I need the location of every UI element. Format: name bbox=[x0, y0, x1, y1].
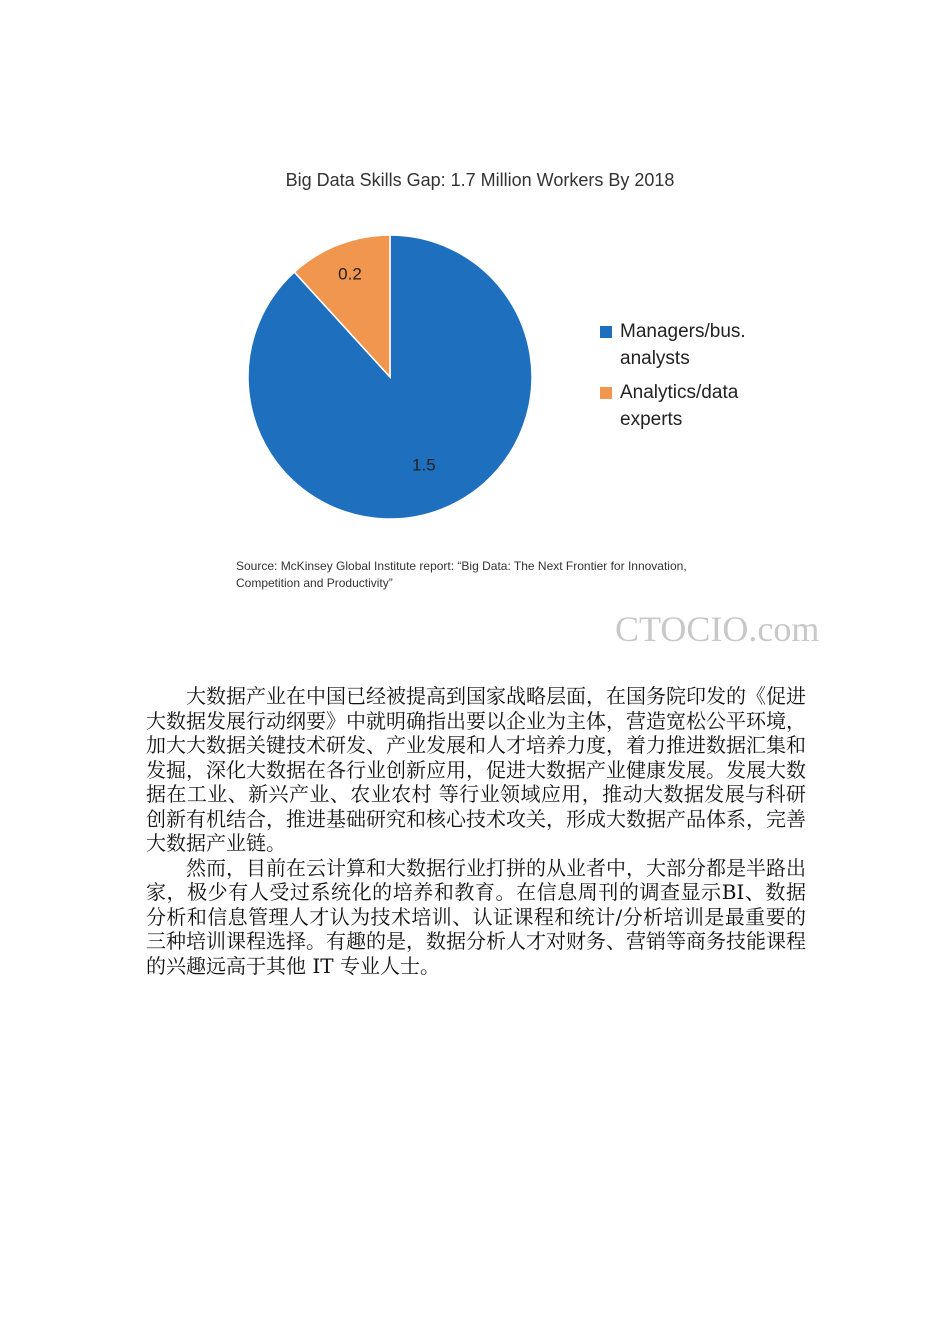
pie-chart bbox=[230, 222, 550, 532]
legend-swatch-managers bbox=[600, 326, 612, 338]
chart-title: Big Data Skills Gap: 1.7 Million Workers By 2018 bbox=[285, 170, 675, 190]
chart-legend bbox=[598, 318, 746, 440]
legend-label-managers-line1: Managers/bus. bbox=[620, 321, 746, 342]
legend-swatch-analytics bbox=[600, 387, 612, 399]
legend-item-analytics bbox=[598, 379, 746, 433]
paragraph-1: 大数据产业在中国已经被提高到国家战略层面，在国务院印发的《促进大数据发展行动纲要》中就明确指出要以企业为主体，营造宽松公平环境，加大大数据关键技术研发、产业发展和人才培养力度，着力推进数据汇集和发掘，深化大数据在各行业创新应用，促进大数据产业健康发展。发展大数据在工业、新兴产业、农业农村 等行业领域应用，推动大数据发展与科研创新有机结合，推进基础研究和核心技术攻关，形成大数据产品体系，完善大数据产业链。 bbox=[146, 684, 806, 855]
watermark: CTOCIO.com bbox=[615, 609, 820, 649]
legend-item-managers bbox=[598, 318, 746, 372]
legend-label-analytics-line2: experts bbox=[620, 409, 683, 430]
pie-value-label-1: 0.2 bbox=[338, 264, 362, 284]
pie-slices bbox=[248, 235, 532, 519]
source-line-1: Source: McKinsey Global Institute report: “Big Data: The Next Frontier for Innovation, bbox=[236, 559, 687, 573]
pie-value-label-0: 1.5 bbox=[412, 455, 436, 475]
article-body bbox=[146, 684, 806, 978]
legend-label-managers-line2: analysts bbox=[620, 348, 690, 369]
paragraph-2: 然而，目前在云计算和大数据行业打拼的从业者中，大部分都是半路出家，极少有人受过系统化的培养和教育。在信息周刊的调查显示BI、数据分析和信息管理人才认为技术培训、认证课程和统计/分析培训是最重要的三种培训课程选择。有趣的是，数据分析人才对财务、营销等商务技能课程的兴趣远高于其他 IT 专业人士。 bbox=[146, 855, 806, 978]
legend-label-analytics-line1: Analytics/data bbox=[620, 382, 739, 403]
source-line-2: Competition and Productivity” bbox=[236, 576, 393, 590]
chart-source bbox=[236, 558, 756, 592]
